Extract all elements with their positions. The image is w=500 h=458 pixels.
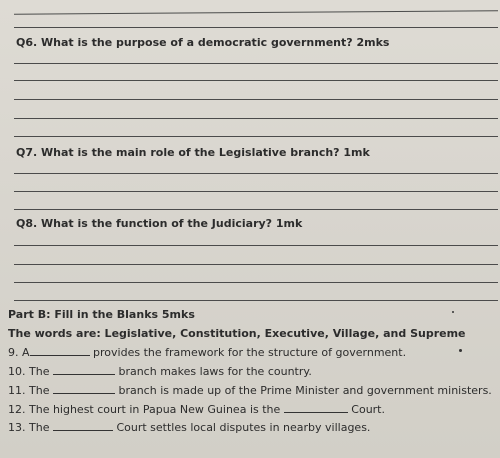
fill-item-10: 10. The branch makes laws for the country. [8,365,312,378]
question-7: Q7. What is the main role of the Legislative branch? 1mk [16,146,370,159]
fill-blank[interactable] [53,365,115,375]
fill-item-12: 12. The highest court in Papua New Guinea is the Court. [8,403,385,416]
answer-line [14,63,498,64]
pen-mark [459,349,462,352]
answer-line [14,80,498,81]
answer-line [14,282,498,283]
fill-blank[interactable] [53,421,113,431]
fill-item-11: 11. The branch is made up of the Prime Minister and government ministers. [8,384,492,397]
pen-mark [452,311,454,313]
question-6: Q6. What is the purpose of a democratic government? 2mks [16,36,390,49]
fill-item-9: 9. A provides the framework for the structure of government. [8,346,407,359]
answer-line [14,136,498,137]
answer-line [14,27,498,28]
fill-item-13: 13. The Court settles local disputes in nearby villages. [8,421,371,434]
answer-line [14,245,498,246]
fill-blank[interactable] [30,346,90,356]
answer-line [14,300,498,301]
answer-line [14,191,498,192]
answer-line [14,10,498,14]
answer-line [14,99,498,100]
fill-blank[interactable] [284,403,348,413]
question-8: Q8. What is the function of the Judiciary? 1mk [16,217,303,230]
fill-blank[interactable] [53,384,115,394]
answer-line [14,209,498,210]
answer-line [14,264,498,265]
part-b-title: Part B: Fill in the Blanks 5mks [8,308,195,321]
word-bank: The words are: Legislative, Constitution, Executive, Village, and Supreme [8,327,466,340]
answer-line [14,173,498,174]
answer-line [14,118,498,119]
